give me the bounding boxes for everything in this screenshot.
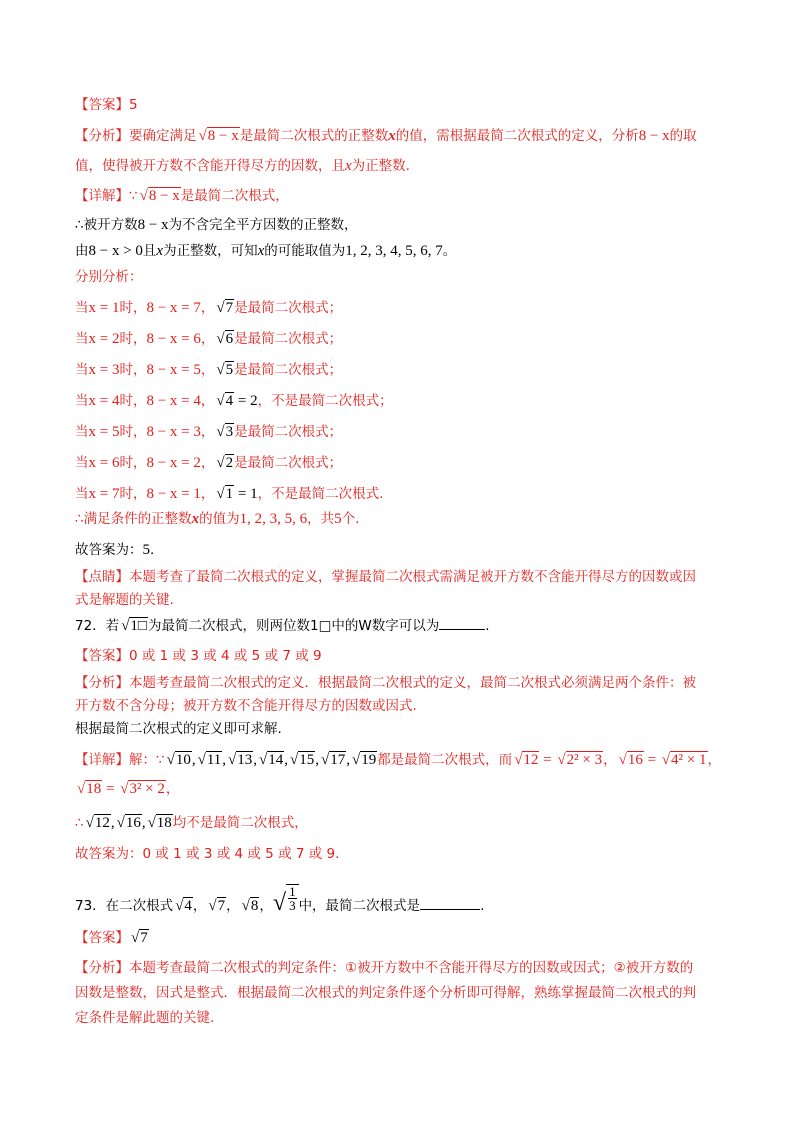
text: ∴满足条件的正整数 <box>75 511 192 527</box>
separator: , <box>191 752 196 768</box>
equation: 8 − x = 3 <box>146 424 201 440</box>
q73-analysis-line-1 <box>75 958 693 978</box>
text: 均不是最简二次根式， <box>172 815 308 831</box>
radicand: 10 <box>175 752 191 768</box>
q71-comment-line-1 <box>75 567 696 587</box>
sqrt-symbol: √ <box>139 188 148 204</box>
sqrt-symbol: √ <box>198 128 207 144</box>
separator: , <box>110 815 115 831</box>
radicand: 12 <box>94 815 110 831</box>
text: = <box>643 752 660 768</box>
non-simplest-radicals <box>84 815 173 831</box>
separator: , <box>141 815 146 831</box>
text: 故答案为： <box>75 542 143 558</box>
fraction-radicand <box>286 884 299 916</box>
sqrt-symbol: √ <box>618 752 627 768</box>
q71-case-line <box>75 484 383 504</box>
text: 当 <box>75 331 89 347</box>
equation-rest: = 1 <box>234 486 258 502</box>
text: 当 <box>75 455 89 471</box>
radicand: 15 <box>299 752 315 768</box>
separator: , <box>284 752 288 768</box>
sqrt-symbol: √ <box>216 362 225 378</box>
text: ， <box>200 424 215 440</box>
inequality: 8 − x > 0 <box>88 243 143 259</box>
sqrt-symbol: √ <box>216 331 225 347</box>
sqrt-symbol: √ <box>197 752 206 768</box>
sqrt-symbol: √ <box>228 752 237 768</box>
sqrt-symbol: √ <box>289 752 299 768</box>
text: 是最简二次根式的正整数 <box>239 128 389 144</box>
radicand: 7 <box>140 930 148 946</box>
radicand: 4 <box>184 898 192 914</box>
q72-analysis-line-1 <box>75 673 696 693</box>
equation: 8 − x = 7 <box>146 300 201 316</box>
text: ， <box>200 362 215 378</box>
sqrt-symbol: √ <box>216 300 225 316</box>
radicand: 6 <box>225 331 234 347</box>
equation: 8 − x = 2 <box>146 455 201 471</box>
var-x: x <box>191 511 200 527</box>
radicand: 11 <box>206 752 222 768</box>
radicand: 19 <box>361 752 377 768</box>
radicand: 1□ <box>130 618 147 634</box>
radicand: 3² × 2 <box>129 781 165 797</box>
condition: x = 2 <box>88 331 120 347</box>
q71-comment-line-2 <box>75 590 174 610</box>
separator: , <box>253 752 257 768</box>
text: 故答案为：0 或 1 或 3 或 4 或 5 或 7 或 9. <box>75 846 340 862</box>
radicand: 4 <box>225 393 234 409</box>
var-x: x <box>388 128 396 144</box>
text: = <box>539 752 556 768</box>
radicand: 4² × 1 <box>671 752 707 768</box>
q71-case-line <box>75 360 342 380</box>
sqrt-symbol: √ <box>272 890 287 916</box>
radicand: 16 <box>125 815 141 831</box>
text: 的值，需根据最简二次根式的定义，分析 <box>395 128 639 144</box>
q73-answer-line <box>75 928 149 948</box>
radicand: 8 − x <box>148 188 180 204</box>
sqrt-symbol: √ <box>661 752 671 768</box>
q71-detail-line <box>75 186 289 206</box>
text: 因数是整数，因式是整式．根据最简二次根式的判定条件逐个分析即可得解，熟练掌握最简二次根式的判 <box>75 985 696 1001</box>
sqrt-symbol: √ <box>241 898 250 914</box>
letter-w: W <box>358 618 372 634</box>
q72-analysis-line-3 <box>75 719 282 739</box>
equation: 8 − x = 4 <box>146 393 201 409</box>
answer-tag: 【答案】 <box>75 930 129 946</box>
text: ， <box>200 393 215 409</box>
sqrt-symbol: √ <box>557 752 566 768</box>
separator: , <box>222 752 227 768</box>
text: 根据最简二次根式的定义即可求解. <box>75 721 282 737</box>
numerator: 1 <box>289 884 296 899</box>
text: 。 <box>442 243 457 259</box>
text: 的取 <box>669 128 697 144</box>
sqrt-symbol: √ <box>147 815 156 831</box>
text: 中，最简二次根式是 <box>298 898 421 914</box>
text: . <box>480 898 485 914</box>
sqrt-symbol: √ <box>216 424 225 440</box>
sqrt-symbol: √ <box>514 752 523 768</box>
text: 时， <box>119 331 147 347</box>
text: ， <box>200 486 215 502</box>
q71-conclusion-line <box>75 509 359 529</box>
sqrt-symbol: √ <box>175 898 184 914</box>
analysis-tag: 【分析】 <box>75 128 129 144</box>
answer-value: 5 <box>129 97 138 113</box>
radicand: 7 <box>217 898 226 914</box>
equation: 8 − x = 6 <box>146 331 201 347</box>
text: 式是解题的关键. <box>75 592 174 608</box>
q72-analysis-line-2 <box>75 696 417 716</box>
sqrt-symbol: √ <box>208 898 217 914</box>
text: 的可能取值为 <box>264 243 346 259</box>
text: 且 <box>142 243 157 259</box>
text: ， <box>200 455 215 471</box>
answer-value: 0 或 1 或 3 或 4 或 5 或 7 或 9 <box>129 648 322 664</box>
analysis-tag: 【分析】 <box>75 675 129 691</box>
text: 时， <box>119 300 147 316</box>
q73-stem: 73．在二次根式 √4， √7， √8，√ $\frac{1}{3}$ 中，最简二次根式是 . <box>75 884 485 916</box>
radicand: 7 <box>225 300 234 316</box>
text: 本题考查最简二次根式的判定条件：①被开方数中不含能开得尽方的因数或因式；②被开方数的 <box>129 960 694 976</box>
detail-tag: 【详解】 <box>75 752 129 768</box>
separator: , <box>346 752 350 768</box>
equation-rest: = 2 <box>234 393 258 409</box>
answer-blank <box>420 895 480 910</box>
condition: x = 4 <box>88 393 120 409</box>
q71-case-line <box>75 329 342 349</box>
answer-tag: 【答案】 <box>75 648 129 664</box>
text: ， <box>200 300 215 316</box>
sqrt-symbol: √ <box>216 486 225 502</box>
detail-tag: 【详解】 <box>75 188 129 204</box>
answer-blank <box>439 615 485 630</box>
simplest-radicals <box>165 752 378 768</box>
radicand: 8 − x <box>207 128 239 144</box>
comment-tag: 【点睛】 <box>75 569 129 585</box>
radicand: 18 <box>86 781 102 797</box>
text: 时， <box>119 486 147 502</box>
text: 开方数不含分母；被开方数不含能开得尽方的因数或因式. <box>75 698 417 714</box>
sqrt-symbol: √ <box>120 781 129 797</box>
text: 本题考查最简二次根式的定义．根据最简二次根式的定义，最简二次根式必须满足两个条件：被 <box>129 675 696 691</box>
sqrt-symbol: √ <box>131 930 140 946</box>
text: ，不是最简二次根式； <box>257 393 393 409</box>
q72-answer-line <box>75 646 322 666</box>
sqrt-symbol: √ <box>259 752 268 768</box>
q71-analysis-line-1 <box>75 126 697 146</box>
text: 时， <box>119 424 147 440</box>
q72-therefore-line <box>75 813 308 833</box>
text: 是最简二次根式； <box>234 455 343 471</box>
analysis-tag: 【分析】 <box>75 960 129 976</box>
text: ∴ <box>75 815 84 831</box>
text: 解：∵ <box>129 752 165 768</box>
text: = <box>102 781 119 797</box>
separator: , <box>315 752 319 768</box>
sqrt-symbol: √ <box>121 618 130 634</box>
var-x: x <box>345 158 352 174</box>
text: 是最简二次根式； <box>234 424 343 440</box>
value-list: 1, 2, 3, 4, 5, 6, 7 <box>345 243 443 259</box>
text: 中的 <box>331 618 359 634</box>
radicand: 12 <box>523 752 539 768</box>
text: 时， <box>119 362 147 378</box>
text: 值，使得被开方数不含能开得尽方的因数，且 <box>75 158 345 174</box>
text: 定条件是解此题的关键. <box>75 1010 215 1026</box>
condition: x = 7 <box>88 486 120 502</box>
text: 数字可以为 <box>371 618 440 634</box>
condition: x = 3 <box>88 362 120 378</box>
q73-analysis-line-2 <box>75 983 696 1003</box>
question-number: 72．若 <box>75 618 120 634</box>
radicand: 8 <box>250 898 259 914</box>
radicand: 18 <box>156 815 172 831</box>
q71-analysis-line-2 <box>75 156 410 176</box>
var-x: x <box>257 243 265 259</box>
text: 是最简二次根式； <box>234 362 343 378</box>
question-number: 73．在二次根式 <box>75 898 174 914</box>
equation: 8 − x = 1 <box>146 486 201 502</box>
denominator: 3 <box>289 898 296 913</box>
text: ，不是最简二次根式. <box>257 486 384 502</box>
text: 分别分析： <box>75 269 143 285</box>
text: 本题考查了最简二次根式的定义，掌握最简二次根式需满足被开方数不含能开得尽方的因数或因 <box>129 569 696 585</box>
expr: 8 − x <box>638 128 670 144</box>
sqrt-symbol: √ <box>351 752 361 768</box>
radicand: 2² × 3 <box>566 752 603 768</box>
text: 当 <box>75 424 89 440</box>
radicand: 16 <box>627 752 643 768</box>
text: 当 <box>75 486 89 502</box>
condition: x = 5 <box>88 424 120 440</box>
text: 当 <box>75 393 89 409</box>
text: 时， <box>119 393 147 409</box>
answer-tag: 【答案】 <box>75 97 129 113</box>
sqrt-symbol: √ <box>216 455 225 471</box>
q72-detail-line-2: √18 = √3² × 2， <box>77 781 180 797</box>
text: 个. <box>341 511 360 527</box>
radicand: 13 <box>237 752 253 768</box>
q71-case-header <box>75 267 143 287</box>
text: 为不含完全平方因数的正整数， <box>168 217 358 233</box>
var-x: x <box>156 243 164 259</box>
because-symbol: ∵ <box>129 188 138 204</box>
text: . <box>150 542 155 558</box>
q71-case-line <box>75 391 393 411</box>
text: ∴被开方数 <box>75 217 138 233</box>
q71-final-line <box>75 540 154 560</box>
value-list: 1, 2, 3, 5, 6 <box>239 511 308 527</box>
sqrt-symbol: √ <box>216 393 225 409</box>
q71-range-line <box>75 241 456 261</box>
text: 为最简二次根式，则两位数 <box>147 618 310 634</box>
sqrt-symbol: √ <box>77 781 86 797</box>
text: 为正整数，可知 <box>163 243 258 259</box>
q72-final-line <box>75 844 339 864</box>
q71-case-line <box>75 453 342 473</box>
sqrt-symbol: √ <box>85 815 94 831</box>
text: 是最简二次根式， <box>180 188 289 204</box>
final-answer: 5 <box>142 542 150 558</box>
radicand: 17 <box>330 752 346 768</box>
condition: x = 6 <box>88 455 120 471</box>
equation: 8 − x = 5 <box>146 362 201 378</box>
condition: x = 1 <box>88 300 120 316</box>
radicand: 14 <box>268 752 284 768</box>
text: 当 <box>75 362 89 378</box>
text: 时， <box>119 455 147 471</box>
sqrt-symbol: √ <box>116 815 125 831</box>
text: 的值为 <box>199 511 240 527</box>
radicand: 1 <box>225 486 234 502</box>
q72-detail-line: 【详解】解：∵ √10, √11, √13, √14, √15, √17, √19都是最简二次根式，而 √12 = √2² × 3， √16 = √4² × 1， <box>75 752 721 768</box>
text: 由 <box>75 243 89 259</box>
text: 要确定满足 <box>129 128 197 144</box>
sqrt-symbol: √ <box>320 752 330 768</box>
radicand: 2 <box>225 455 234 471</box>
text: . <box>485 618 490 634</box>
radicand: 3 <box>225 424 234 440</box>
q73-analysis-line-3 <box>75 1008 214 1028</box>
text: ， <box>200 331 215 347</box>
text: 为正整数. <box>351 158 410 174</box>
text: 是最简二次根式； <box>234 300 343 316</box>
q72-stem <box>75 615 490 636</box>
two-digit-number: 1□ <box>309 618 332 634</box>
sqrt-symbol: √ <box>166 752 175 768</box>
expr: 8 − x <box>137 217 169 233</box>
q71-case-line <box>75 422 342 442</box>
text: ，共 <box>307 511 335 527</box>
radicand: 5 <box>225 362 234 378</box>
q71-case-line <box>75 298 342 318</box>
text: 当 <box>75 300 89 316</box>
count: 5 <box>334 511 342 527</box>
q71-answer-line <box>75 95 138 115</box>
text: 都是最简二次根式，而 <box>377 752 513 768</box>
text: 是最简二次根式； <box>234 331 343 347</box>
q71-therefore-line <box>75 215 358 235</box>
